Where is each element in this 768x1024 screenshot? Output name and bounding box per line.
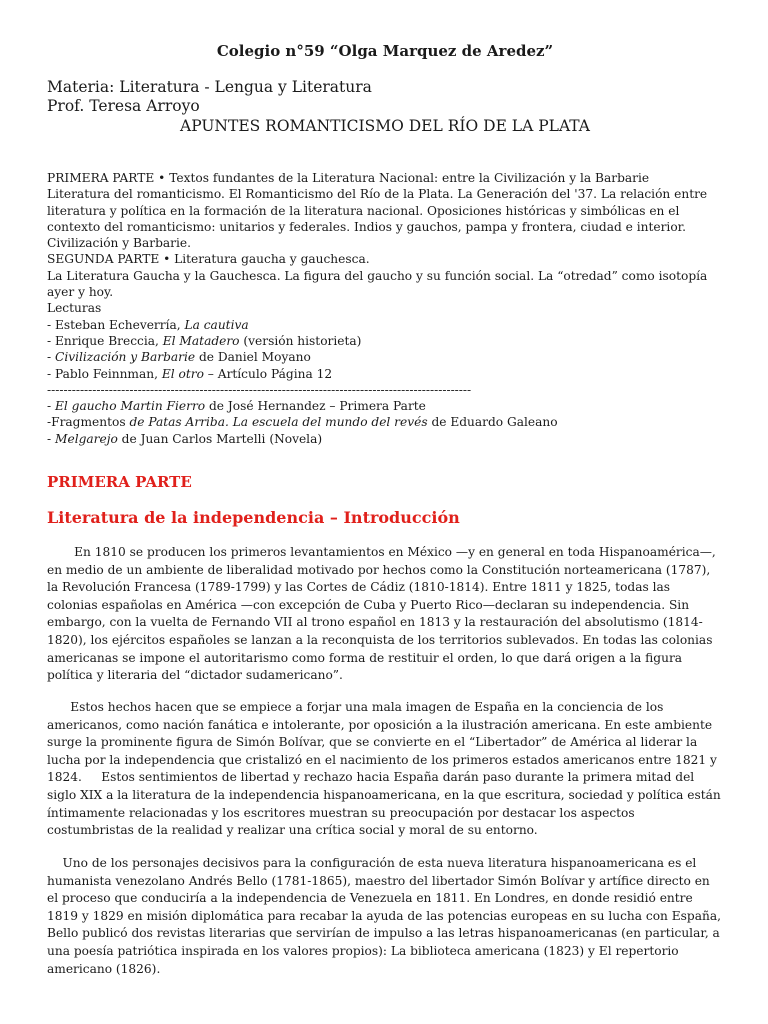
body-paragraph: En 1810 se producen los primeros levantamientos en México —y en general en toda Hispanoamérica—, en medio de un ambiente de liberalidad motivado por hechos como la Constitución norteamericana (1787), la Revolución Francesa (1789-1799) y las Cortes de Cádiz (1810-1814). Entre 1811 y 1825, todas las colonias españolas en América —con excepción de Cuba y Puerto Rico—declaran su independencia. Sin embargo, con la vuelta de Fernando VII al trono español en 1813 y la restauración del absolutismo (1814- 1820), los ejércitos españoles se lanzan a la reconquista de los territorios sublevados. En todas las colonias americanas se impone el autoritarismo como forma de restituir el orden, lo que dará origen a la figura política y literaria del “dictador sudamericano”. [47, 545, 720, 683]
body-paragraph: Estos hechos hacen que se empiece a forjar una mala imagen de España en la conciencia de los americanos, como nación fanática e intolerante, por oposición a la ilustración americana. En este ambiente surge la prominente figura de Simón Bolívar, que se convierte en el “Libertador” de América al liderar la lucha por la independencia que cristalizó en el nacimiento de los primeros estados americanos entre 1821 y 1824. Estos sentimientos de libertad y rechazo hacia España darán paso durante la primera mitad del siglo XIX a la literatura de la independencia hispanoamericana, en la que escritura, sociedad y política están íntimamente relacionadas y los escritores muestran su preocupación por destacar los aspectos costumbristas de la realidad y realizar una crítica social y moral de su entorno. [47, 700, 725, 838]
section-subheading: Literatura de la independencia – Introducción [47, 508, 460, 527]
reading-item: -Fragmentos de Patas Arriba. La escuela del mundo del revés de Eduardo Galeano [47, 415, 558, 430]
primera-parte-description: Literatura del romanticismo. El Romanticismo del Río de la Plata. La Generación del '37. La relación entre literatura y política en la formación de la literatura nacional. Oposiciones históricas y simbólicas en el contexto del romanticismo: unitarios y federales. Indios y gauchos, pampa y frontera, ciudad e interior. Civilización y Barbarie. [47, 187, 708, 251]
reading-item: - El gaucho Martin Fierro de José Hernandez – Primera Parte [47, 399, 426, 414]
body-paragraph: Uno de los personajes decisivos para la configuración de esta nueva literatura hispanoamericana es el humanista venezolano Andrés Bello (1781-1865), maestro del libertador Simón Bolívar y artífice directo en el proceso que conduciría a la independencia de Venezuela en 1811. En Londres, en donde residió entre 1819 y 1829 en misión diplomática para recabar la ayuda de las potencias europeas en su lucha con España, Bello publicó dos revistas literarias que servirían de impulso a las letras hispanoamericanas (en particular, a una poesía patriótica inspirada en los valores propios): La biblioteca americana (1823) y El repertorio americano (1826). [47, 856, 725, 976]
section-heading: PRIMERA PARTE [47, 473, 192, 491]
readings-label: Lecturas [47, 301, 102, 316]
separator-line: ------------------------------------------------------------------------------------------------------- [47, 382, 472, 397]
primera-parte-line: PRIMERA PARTE • Textos fundantes de la Literatura Nacional: entre la Civilización y la Barbarie [47, 171, 650, 185]
reading-item: - Enrique Breccia, El Matadero (versión historieta) [47, 333, 362, 348]
syllabus-block [47, 170, 723, 447]
segunda-parte-description: La Literatura Gaucha y la Gauchesca. La figura del gaucho y su función social. La “otredad” como isotopía ayer y hoy. [47, 268, 708, 300]
school-title: Colegio n°59 “Olga Marquez de Aredez” [216, 42, 554, 60]
reading-item: - Civilización y Barbarie de Daniel Moyano [47, 350, 311, 365]
segunda-parte-line: SEGUNDA PARTE • Literatura gaucha y gauchesca. [47, 252, 370, 267]
teacher-line: Prof. Teresa Arroyo [47, 97, 200, 115]
notes-title: APUNTES ROMANTICISMO DEL RÍO DE LA PLATA [180, 117, 590, 135]
subject-line: Materia: Literatura - Lengua y Literatura [47, 78, 372, 96]
reading-item: - Pablo Feinnman, El otro – Artículo Página 12 [47, 366, 333, 381]
reading-item: - Esteban Echeverría, La cautiva [47, 317, 249, 332]
reading-item: - Melgarejo de Juan Carlos Martelli (Novela) [47, 431, 323, 446]
